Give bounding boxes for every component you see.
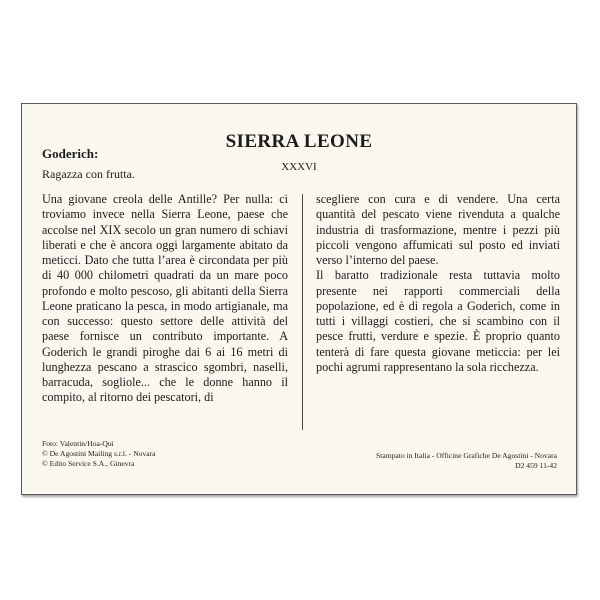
info-card xyxy=(21,103,577,495)
photo-credits xyxy=(42,439,156,469)
text-column-left xyxy=(42,192,288,406)
card-number: XXXVI xyxy=(281,161,317,173)
printed-by: Stampato in Italia - Officine Grafiche De Agostini - Novara xyxy=(376,451,557,460)
body-paragraph: Una giovane creola delle Antille? Per nulla: ci troviamo invece nella Sierra Leone, paese che accolse nel XIX secolo un gran numero di schiavi liberati e che è ancora oggi largamente abitato da meticci. Dato che tutta l’area è circondata per più di 40 000 chilometri quadrati da un mare poco profondo e molto pescoso, gli abitanti della Sierra Leone praticano la pesca, in modo artigianale, ma con successo: questo settore delle attività del paese fornisce un contributo importante. A Goderich le grandi piroghe dai 6 ai 16 metri di lunghezza pescano a strascico sgombri, naselli, barracuda, sogliole... che le donne hanno il compito, al ritorno dei pescatori, di xyxy=(42,192,288,405)
credit-line: © De Agostini Mailing s.r.l. - Novara xyxy=(42,449,156,458)
text-column-right xyxy=(316,192,560,375)
credit-line: Foto: Valentin/Hoa-Qui xyxy=(42,439,114,448)
card-code: D2 459 11-42 xyxy=(515,461,557,470)
place-heading: Goderich: xyxy=(42,146,99,161)
print-info xyxy=(376,451,557,471)
column-divider xyxy=(302,194,303,430)
card-title: SIERRA LEONE xyxy=(225,131,373,152)
credit-line: © Edito Service S.A., Ginevra xyxy=(42,459,135,468)
photo-caption: Ragazza con frutta. xyxy=(42,167,135,181)
body-paragraph: Il baratto tradizionale resta tuttavia molto presente nei rapporti commerciali della popolazione, ed è di regola a Goderich, come in tutti i villaggi costieri, che si scambino con il pesce frutti, verdure e spezie. È proprio quanto tenterà di fare questa giovane meticcia: per lei pochi agrumi rappresentano la sola ricchezza. xyxy=(316,268,560,374)
body-paragraph: scegliere con cura e di vendere. Una certa quantità del pescato viene rivenduta a qualche industria di trasformazione, mentre i pezzi più piccoli vengono affumicati sul posto ed inviati verso l’interno del paese. xyxy=(316,192,560,267)
